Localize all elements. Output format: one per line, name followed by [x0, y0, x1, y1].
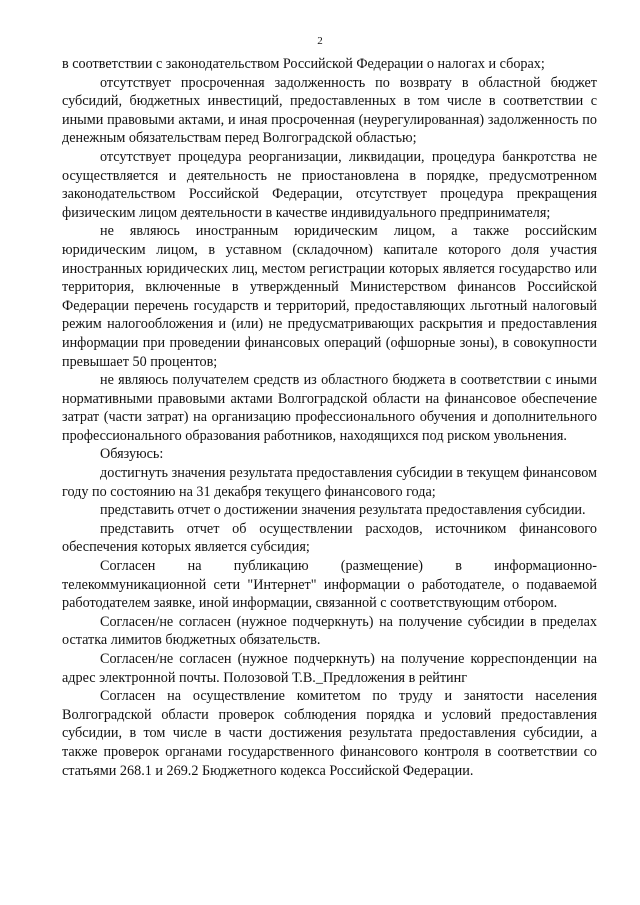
paragraph-limits-consent: Согласен/не согласен (нужное подчеркнуть) на получение субсидии в пределах остатка лимитов бюджетных обязательств.	[62, 613, 597, 649]
paragraph-expense-report: представить отчет об осуществлении расходов, источником финансового обеспечения которых является субсидия;	[62, 520, 597, 556]
paragraph-audit-consent: Согласен на осуществление комитетом по труду и занятости населения Волгоградской области проверок соблюдения порядка и условий предоставления субсидии, в том числе в части достижения результата предоставления субсидии, а также проверок органами государственного финансового контроля в соответствии со статьями 268.1 и 269.2 Бюджетного кодекса Российской Федерации.	[62, 688, 597, 779]
paragraph-email-consent: Согласен/не согласен (нужное подчеркнуть) на получение корреспонденции на адрес электронной почты. Полозовой Т.В._Предложения в рейтинг	[62, 651, 597, 686]
paragraph-no-reorganization: отсутствует процедура реорганизации, ликвидации, процедура банкротства не осуществляется и деятельность не приостановлена в порядке, предусмотренном законодательством Российской Федерации, отсутствует процедура прекращения физическим лицом деятельности в качестве индивидуального предпринимателя;	[62, 148, 597, 221]
paragraph-obligations-heading: Обязуюсь:	[100, 446, 164, 463]
page-number: 2	[317, 35, 323, 47]
paragraph-achieve-result: достигнуть значения результата предоставления субсидии в текущем финансовом году по состоянию на 31 декабря текущего финансового года;	[62, 465, 597, 500]
paragraph-result-report: представить отчет о достижении значения результата предоставления субсидии.	[100, 502, 586, 519]
paragraph-no-debt: отсутствует просроченная задолженность по возврату в областной бюджет субсидий, бюджетных инвестиций, предоставленных в том числе в соответствии с иными правовыми актами, и иная просроченная (неурегулированная) задолженность по денежным обязательствам перед Волгоградской областью;	[62, 74, 597, 147]
paragraph-not-foreign-entity: не являюсь иностранным юридическим лицом, а также российским юридическим лицом, в уставном (складочном) капитале которого доля участия иностранных юридических лиц, местом регистрации которых является государство или территория, включенные в утвержденный Министерством финансов Российской Федерации перечень государств и территорий, предоставляющих льготный налоговый режим налогообложения и (или) не предусматривающих раскрытия и предоставления информации при проведении финансовых операций (офшорные зоны), в совокупности превышает 50 процентов;	[62, 223, 597, 370]
paragraph-not-recipient: не являюсь получателем средств из областного бюджета в соответствии с иными нормативными правовыми актами Волгоградской области на финансовое обеспечение затрат (части затрат) на организацию профессионального обучения и дополнительного профессионального образования работников, находящихся под риском увольнения.	[62, 372, 597, 444]
paragraph-taxes: в соответствии с законодательством Российской Федерации о налогах и сборах;	[62, 56, 545, 72]
paragraph-publication-consent: Согласен на публикацию (размещение) в информационно-телекоммуникационной сети "Интернет" информации о работодателе, о подаваемой работодателем заявке, иной информации, связанной с соответствующим отбором.	[62, 558, 597, 612]
document-body	[62, 55, 597, 780]
